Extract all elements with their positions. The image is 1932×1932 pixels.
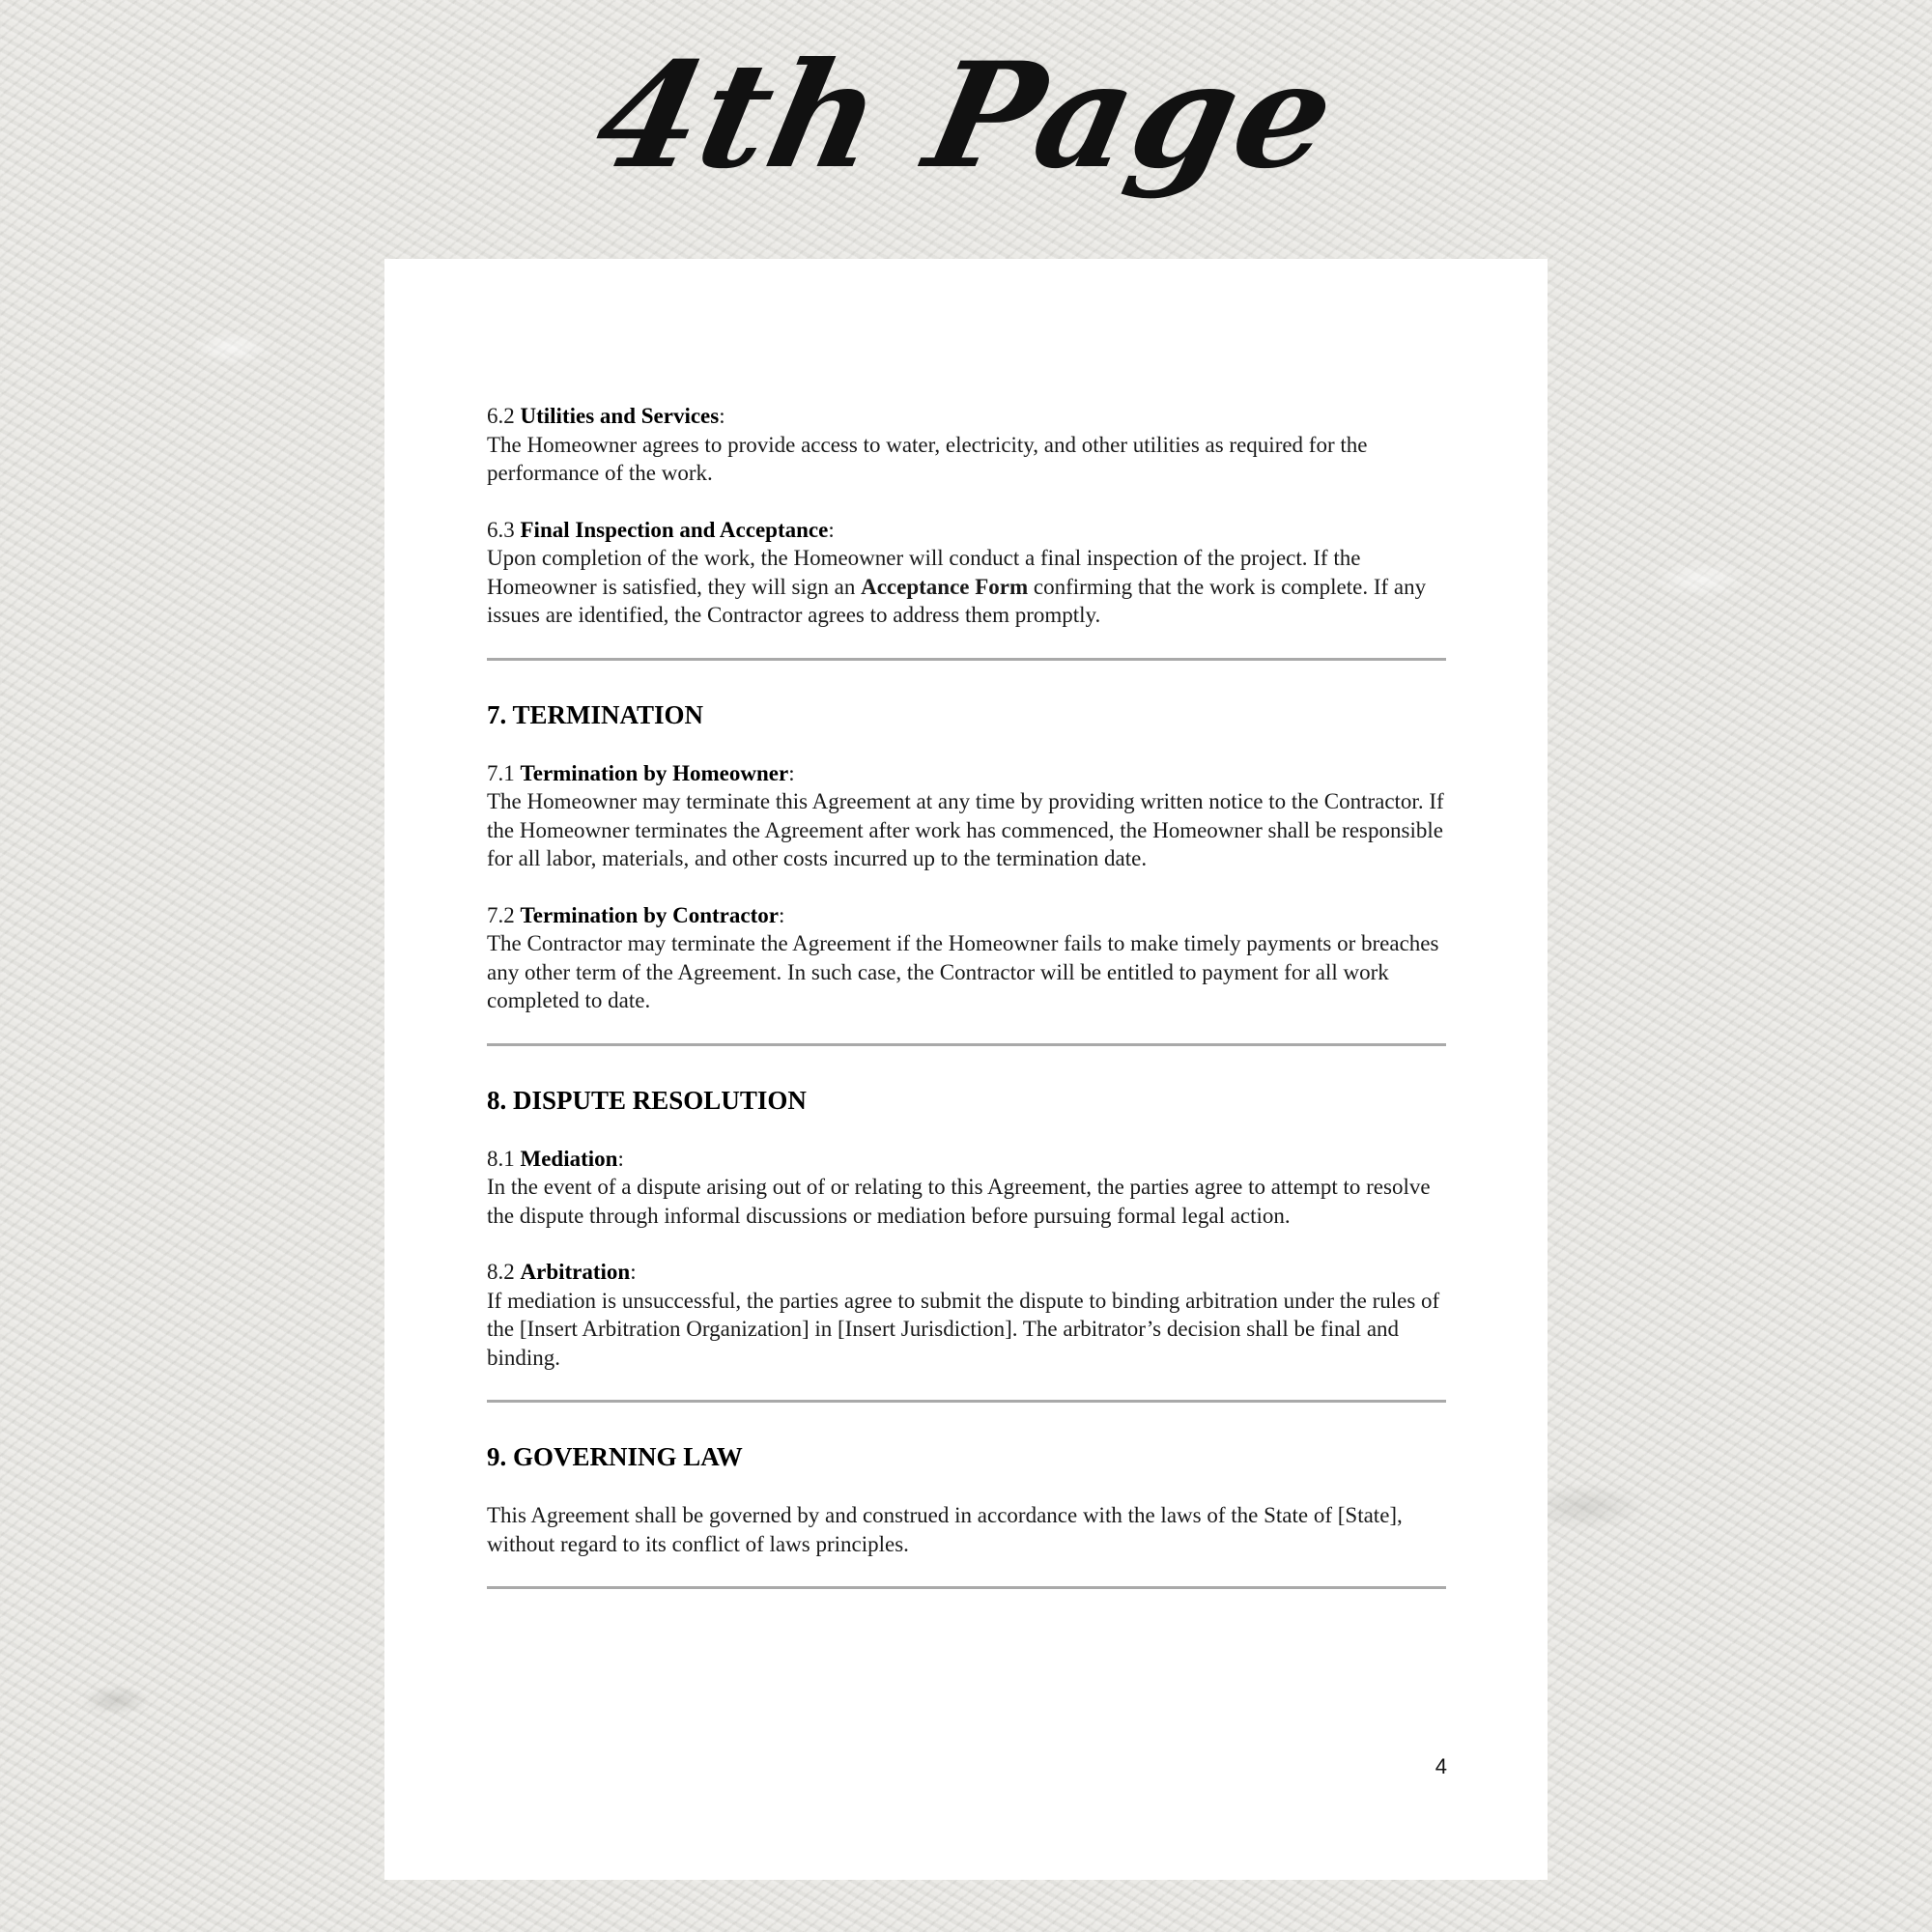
section-divider xyxy=(487,1586,1446,1589)
clause-number: 6.3 xyxy=(487,517,521,542)
clause-body: In the event of a dispute arising out of or relating to this Agreement, the parties agree to attempt to resolve the dispute through informal discussions or mediation before pursuing formal legal action. xyxy=(487,1175,1431,1228)
section-divider xyxy=(487,1400,1446,1403)
section-divider xyxy=(487,1043,1446,1046)
clause-number: 7.1 xyxy=(487,760,521,785)
document-content xyxy=(487,402,1446,1628)
page-banner-title: 4th Page xyxy=(582,31,1350,201)
clause-title: Termination by Contractor xyxy=(520,902,779,927)
clause-heading: 6.3 Final Inspection and Acceptance: xyxy=(487,517,835,542)
clause-title: Arbitration xyxy=(520,1260,631,1284)
section-title-governing-law: 9. GOVERNING LAW xyxy=(487,1442,743,1471)
clause-body: This Agreement shall be governed by and construed in accordance with the laws of the State of [State], without regard to its conflict of laws principles. xyxy=(487,1503,1403,1556)
clause-7-1 xyxy=(487,759,1446,873)
clause-7-2 xyxy=(487,901,1446,1015)
clause-6-3 xyxy=(487,516,1446,630)
clause-title: Termination by Homeowner xyxy=(520,760,789,785)
clause-number: 8.2 xyxy=(487,1260,521,1284)
clause-8-2 xyxy=(487,1258,1446,1372)
clause-heading: 7.2 Termination by Contractor: xyxy=(487,902,785,927)
section-title-dispute-resolution: 8. DISPUTE RESOLUTION xyxy=(487,1085,807,1115)
acceptance-form-term: Acceptance Form xyxy=(861,574,1029,599)
clause-body-text: confirming that the work is complete. If any issues are identified, the Contractor agrees to address them promptly. xyxy=(487,574,1427,627)
clause-9 xyxy=(487,1501,1446,1558)
clause-title: Final Inspection and Acceptance xyxy=(520,517,829,542)
clause-body: The Homeowner may terminate this Agreement at any time by providing written notice to the Contractor. If the Homeowner terminates the Agreement after work has commenced, the Homeowner shall be responsible for all labor, materials, and other costs incurred up to the termination date. xyxy=(487,789,1444,870)
clause-body-text: Upon completion of the work, the Homeowner will conduct a final inspection of the project. If the Homeowner is satisfied, they will sign an xyxy=(487,546,1361,599)
clause-8-1 xyxy=(487,1145,1446,1231)
clause-body: The Contractor may terminate the Agreement if the Homeowner fails to make timely payments or breaches any other term of the Agreement. In such case, the Contractor will be entitled to payment for all work completed to date. xyxy=(487,931,1439,1012)
clause-6-2 xyxy=(487,402,1446,488)
clause-heading: 8.2 Arbitration: xyxy=(487,1260,637,1284)
clause-number: 7.2 xyxy=(487,902,521,927)
page-number: 4 xyxy=(1435,1754,1447,1778)
clause-heading: 7.1 Termination by Homeowner: xyxy=(487,760,795,785)
section-title-termination: 7. TERMINATION xyxy=(487,699,704,729)
clause-body xyxy=(487,544,1446,630)
clause-heading: 8.1 Mediation: xyxy=(487,1146,624,1171)
clause-number: 6.2 xyxy=(487,404,521,428)
clause-body: The Homeowner agrees to provide access to water, electricity, and other utilities as required for the performance of the work. xyxy=(487,432,1368,485)
clause-heading: 6.2 Utilities and Services: xyxy=(487,404,725,428)
clause-title: Utilities and Services xyxy=(520,404,720,428)
clause-body: If mediation is unsuccessful, the parties agree to submit the dispute to binding arbitration under the rules of the [Insert Arbitration Organization] in [Insert Jurisdiction]. The arbitrator’s decision shall be final and binding. xyxy=(487,1288,1440,1370)
section-divider xyxy=(487,658,1446,661)
document-page xyxy=(384,259,1548,1880)
clause-number: 8.1 xyxy=(487,1146,521,1171)
clause-title: Mediation xyxy=(520,1146,618,1171)
